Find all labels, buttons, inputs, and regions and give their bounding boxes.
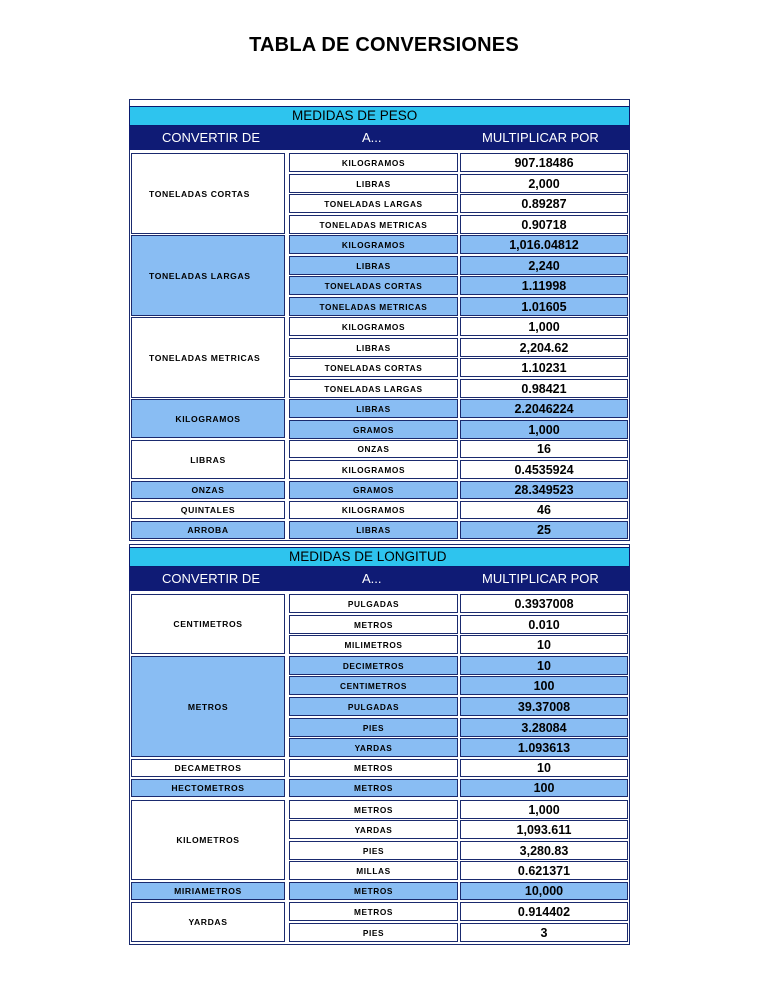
section-title-label: MEDIDAS DE PESO <box>292 108 418 123</box>
convert-from-cell: TONELADAS LARGAS <box>131 235 285 316</box>
convert-to-cell: METROS <box>289 779 458 797</box>
multiplier-value-cell: 0.89287 <box>460 194 628 213</box>
multiplier-value-cell: 25 <box>460 521 628 539</box>
multiplier-value-cell: 1,000 <box>460 317 628 336</box>
convert-from-cell: ONZAS <box>131 481 285 499</box>
multiplier-value-cell: 10 <box>460 759 628 777</box>
section-title-label: MEDIDAS DE LONGITUD <box>289 549 447 564</box>
convert-to-cell: MILIMETROS <box>289 635 458 654</box>
multiplier-value-cell: 1.10231 <box>460 358 628 377</box>
header-row-length <box>129 567 630 591</box>
multiplier-value-cell: 0.98421 <box>460 379 628 398</box>
multiplier-value-cell: 16 <box>460 440 628 458</box>
convert-to-cell: LIBRAS <box>289 256 458 275</box>
convert-to-cell: LIBRAS <box>289 521 458 539</box>
multiplier-value-cell: 2.2046224 <box>460 399 628 418</box>
convert-to-cell: PIES <box>289 718 458 737</box>
section-title-length <box>129 547 630 567</box>
convert-to-cell: KILOGRAMOS <box>289 153 458 172</box>
convert-from-cell: TONELADAS METRICAS <box>131 317 285 398</box>
convert-to-cell: GRAMOS <box>289 481 458 499</box>
convert-to-cell: TONELADAS LARGAS <box>289 194 458 213</box>
header-convert-from: CONVERTIR DE <box>162 130 260 145</box>
page-title: TABLA DE CONVERSIONES <box>249 34 519 56</box>
header-multiply-by: MULTIPLICAR POR <box>482 571 599 586</box>
header-row-weight <box>129 126 630 150</box>
convert-to-cell: METROS <box>289 902 458 921</box>
convert-from-cell: KILOGRAMOS <box>131 399 285 438</box>
multiplier-value-cell: 1,016.04812 <box>460 235 628 254</box>
convert-from-cell: CENTIMETROS <box>131 594 285 654</box>
convert-to-cell: METROS <box>289 800 458 819</box>
convert-to-cell: DECIMETROS <box>289 656 458 675</box>
multiplier-value-cell: 46 <box>460 501 628 519</box>
convert-to-cell: MILLAS <box>289 861 458 880</box>
multiplier-value-cell: 100 <box>460 779 628 797</box>
multiplier-value-cell: 3,280.83 <box>460 841 628 860</box>
convert-from-cell: TONELADAS CORTAS <box>131 153 285 234</box>
multiplier-value-cell: 3 <box>460 923 628 942</box>
multiplier-value-cell: 0.621371 <box>460 861 628 880</box>
convert-to-cell: YARDAS <box>289 820 458 839</box>
convert-to-cell: LIBRAS <box>289 399 458 418</box>
multiplier-value-cell: 1,000 <box>460 420 628 439</box>
convert-to-cell: TONELADAS CORTAS <box>289 358 458 377</box>
multiplier-value-cell: 10,000 <box>460 882 628 900</box>
header-multiply-by: MULTIPLICAR POR <box>482 130 599 145</box>
convert-to-cell: GRAMOS <box>289 420 458 439</box>
multiplier-value-cell: 1.01605 <box>460 297 628 316</box>
multiplier-value-cell: 28.349523 <box>460 481 628 499</box>
convert-from-cell: METROS <box>131 656 285 757</box>
convert-to-cell: KILOGRAMOS <box>289 235 458 254</box>
convert-from-cell: MIRIAMETROS <box>131 882 285 900</box>
convert-to-cell: METROS <box>289 759 458 777</box>
convert-to-cell: TONELADAS METRICAS <box>289 297 458 316</box>
convert-to-cell: PIES <box>289 841 458 860</box>
convert-from-cell: LIBRAS <box>131 440 285 479</box>
convert-to-cell: CENTIMETROS <box>289 676 458 695</box>
multiplier-value-cell: 0.010 <box>460 615 628 634</box>
convert-to-cell: KILOGRAMOS <box>289 501 458 519</box>
multiplier-value-cell: 1.093613 <box>460 738 628 757</box>
section-title-weight <box>129 106 630 126</box>
multiplier-value-cell: 39.37008 <box>460 697 628 716</box>
convert-to-cell: TONELADAS LARGAS <box>289 379 458 398</box>
convert-to-cell: KILOGRAMOS <box>289 317 458 336</box>
convert-to-cell: METROS <box>289 882 458 900</box>
multiplier-value-cell: 0.4535924 <box>460 460 628 479</box>
convert-to-cell: YARDAS <box>289 738 458 757</box>
convert-to-cell: METROS <box>289 615 458 634</box>
convert-to-cell: KILOGRAMOS <box>289 460 458 479</box>
multiplier-value-cell: 907.18486 <box>460 153 628 172</box>
multiplier-value-cell: 2,204.62 <box>460 338 628 357</box>
multiplier-value-cell: 1.11998 <box>460 276 628 295</box>
multiplier-value-cell: 0.914402 <box>460 902 628 921</box>
convert-from-cell: HECTOMETROS <box>131 779 285 797</box>
convert-to-cell: ONZAS <box>289 440 458 458</box>
header-to: A... <box>362 130 382 145</box>
convert-to-cell: LIBRAS <box>289 174 458 193</box>
multiplier-value-cell: 1,000 <box>460 800 628 819</box>
header-convert-from: CONVERTIR DE <box>162 571 260 586</box>
convert-to-cell: TONELADAS CORTAS <box>289 276 458 295</box>
multiplier-value-cell: 10 <box>460 635 628 654</box>
convert-to-cell: TONELADAS METRICAS <box>289 215 458 234</box>
header-to: A... <box>362 571 382 586</box>
multiplier-value-cell: 2,000 <box>460 174 628 193</box>
convert-to-cell: PIES <box>289 923 458 942</box>
multiplier-value-cell: 3.28084 <box>460 718 628 737</box>
convert-to-cell: LIBRAS <box>289 338 458 357</box>
multiplier-value-cell: 1,093.611 <box>460 820 628 839</box>
convert-from-cell: DECAMETROS <box>131 759 285 777</box>
convert-from-cell: QUINTALES <box>131 501 285 519</box>
convert-from-cell: ARROBA <box>131 521 285 539</box>
multiplier-value-cell: 2,240 <box>460 256 628 275</box>
convert-to-cell: PULGADAS <box>289 697 458 716</box>
convert-to-cell: PULGADAS <box>289 594 458 613</box>
multiplier-value-cell: 100 <box>460 676 628 695</box>
multiplier-value-cell: 0.3937008 <box>460 594 628 613</box>
multiplier-value-cell: 10 <box>460 656 628 675</box>
convert-from-cell: YARDAS <box>131 902 285 942</box>
multiplier-value-cell: 0.90718 <box>460 215 628 234</box>
convert-from-cell: KILOMETROS <box>131 800 285 880</box>
